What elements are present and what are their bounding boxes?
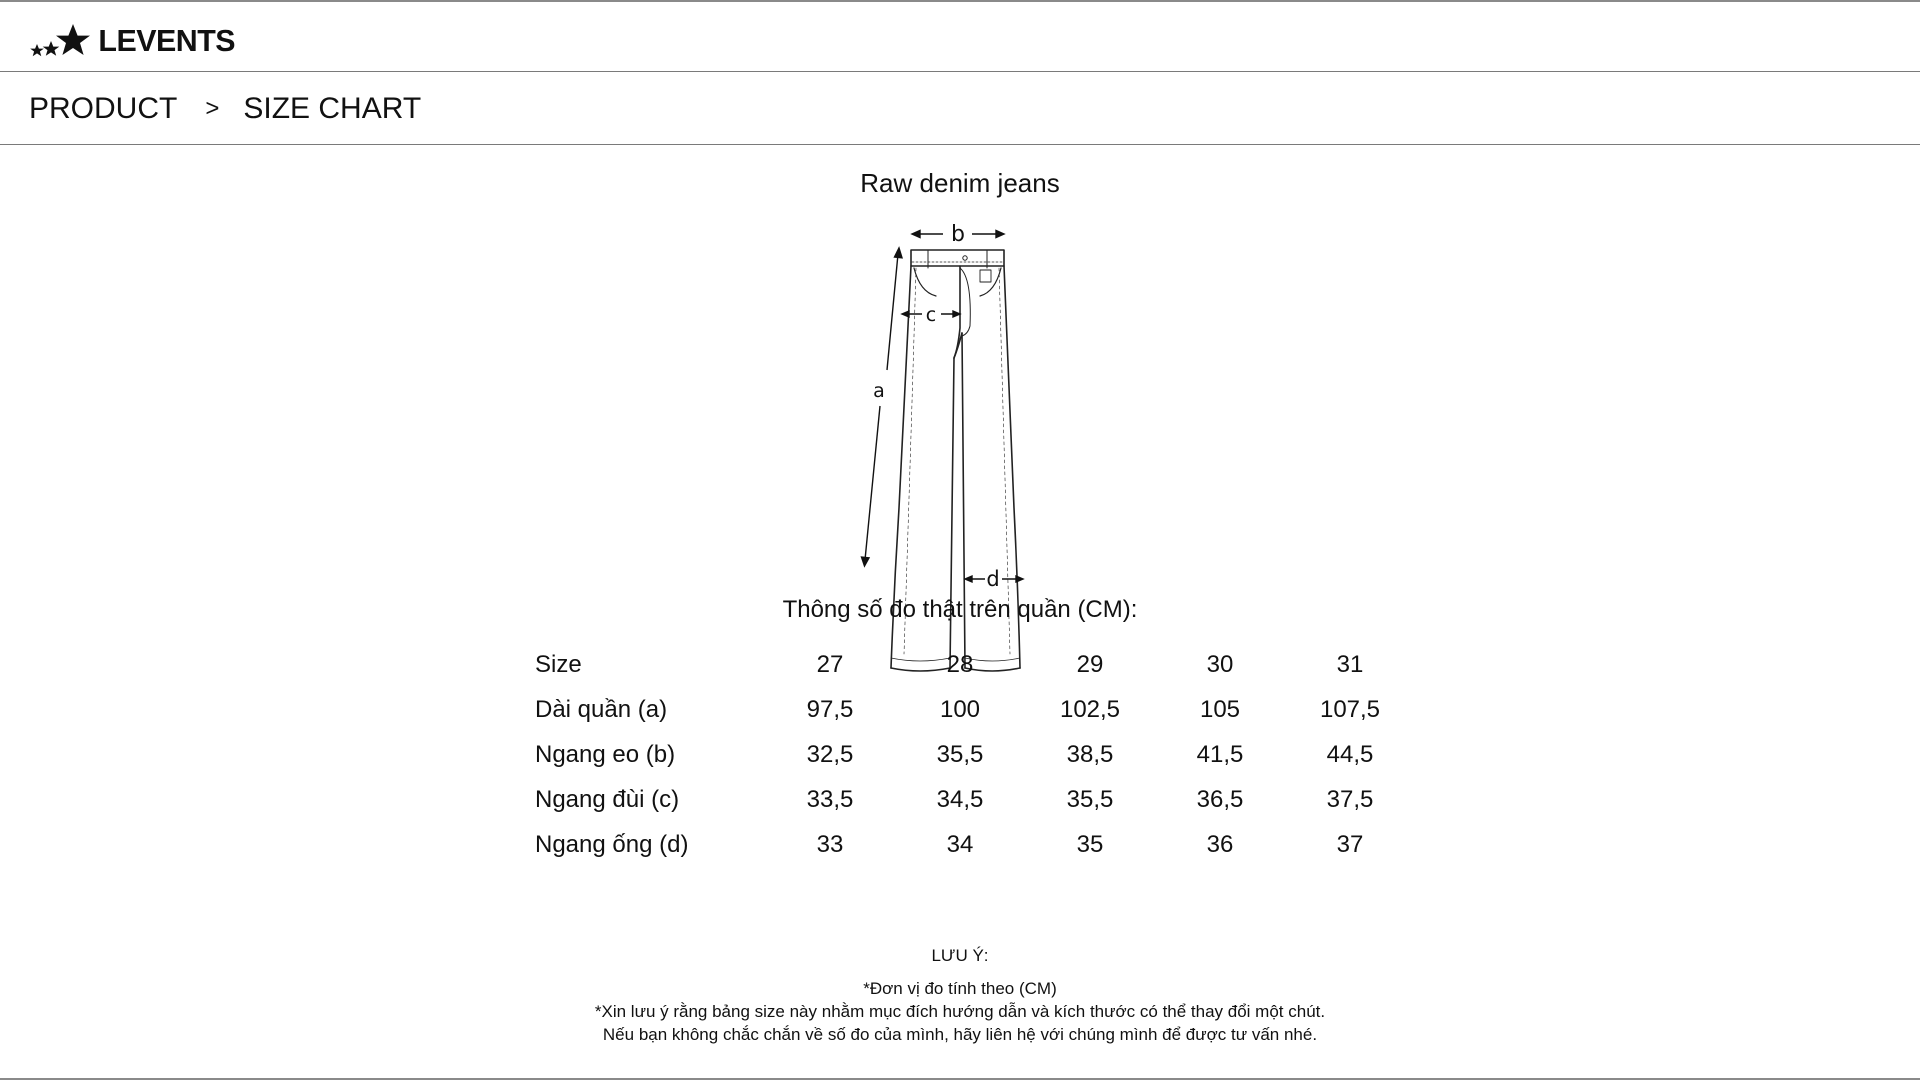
size-31: 31: [1336, 650, 1364, 678]
size-30: 30: [1206, 650, 1234, 678]
table-row: [535, 732, 1415, 777]
product-title: Raw denim jeans: [860, 168, 1060, 198]
table-cell: 44,5: [1326, 740, 1374, 768]
table-header-row: [535, 642, 1415, 687]
measurement-subtitle: Thông số đo thật trên quần (CM):: [782, 596, 1138, 623]
notes-section: [0, 944, 1920, 1046]
bottom-border: [0, 1078, 1920, 1080]
breadcrumb-product[interactable]: PRODUCT: [29, 91, 178, 125]
table-cell: 100: [939, 695, 981, 723]
diagram-label-b: b: [951, 222, 965, 247]
breadcrumb-separator: >: [205, 94, 220, 122]
note-line-unit: *Đơn vị đo tính theo (CM): [863, 979, 1057, 998]
table-cell: 41,5: [1196, 740, 1244, 768]
table-row: [535, 822, 1415, 867]
size-chart-content: [0, 146, 1920, 1076]
table-cell: 37: [1336, 830, 1364, 858]
table-cell: 32,5: [806, 740, 854, 768]
diagram-label-d: d: [986, 567, 1000, 591]
table-cell: 105: [1199, 695, 1241, 723]
table-cell: 35,5: [936, 740, 984, 768]
size-28: 28: [946, 650, 974, 678]
table-cell: 38,5: [1066, 740, 1114, 768]
diagram-label-c: c: [925, 304, 937, 326]
note-line-contact: Nếu bạn không chắc chắn về số đo của mình, hãy liên hệ với chúng mình để được tư vấn nhé.: [602, 1025, 1318, 1044]
row-label-length: Dài quần (a): [535, 695, 668, 723]
table-cell: 34,5: [936, 785, 984, 813]
table-cell: 35: [1076, 830, 1104, 858]
table-cell: 34: [946, 830, 974, 858]
table-cell: 36,5: [1196, 785, 1244, 813]
breadcrumb-size-chart: SIZE CHART: [243, 91, 422, 125]
size-chart-table: [535, 642, 1415, 867]
table-row: [535, 687, 1415, 732]
table-cell: 36: [1206, 830, 1234, 858]
brand-logo[interactable]: [29, 20, 236, 60]
three-stars-icon: [29, 22, 95, 58]
size-29: 29: [1076, 650, 1104, 678]
site-header: [0, 2, 1920, 72]
diagram-label-a: a: [873, 380, 885, 402]
size-27: 27: [816, 650, 844, 678]
table-cell: 107,5: [1319, 695, 1381, 723]
table-cell: 37,5: [1326, 785, 1374, 813]
brand-name: LEVENTS: [98, 22, 236, 58]
table-cell: 97,5: [806, 695, 854, 723]
row-label-leg-opening: Ngang ống (d): [535, 830, 689, 858]
breadcrumb: [0, 73, 1920, 145]
table-header-label: Size: [535, 650, 582, 678]
row-label-waist: Ngang eo (b): [535, 740, 676, 768]
table-row: [535, 777, 1415, 822]
table-cell: 35,5: [1066, 785, 1114, 813]
table-cell: 102,5: [1059, 695, 1121, 723]
table-cell: 33: [816, 830, 844, 858]
row-label-thigh: Ngang đùi (c): [535, 785, 680, 813]
notes-title: LƯU Ý:: [931, 946, 989, 965]
note-line-disclaimer: *Xin lưu ý rằng bảng size này nhằm mục đích hướng dẫn và kích thước có thể thay đổi một chút.: [594, 1002, 1326, 1021]
table-cell: 33,5: [806, 785, 854, 813]
